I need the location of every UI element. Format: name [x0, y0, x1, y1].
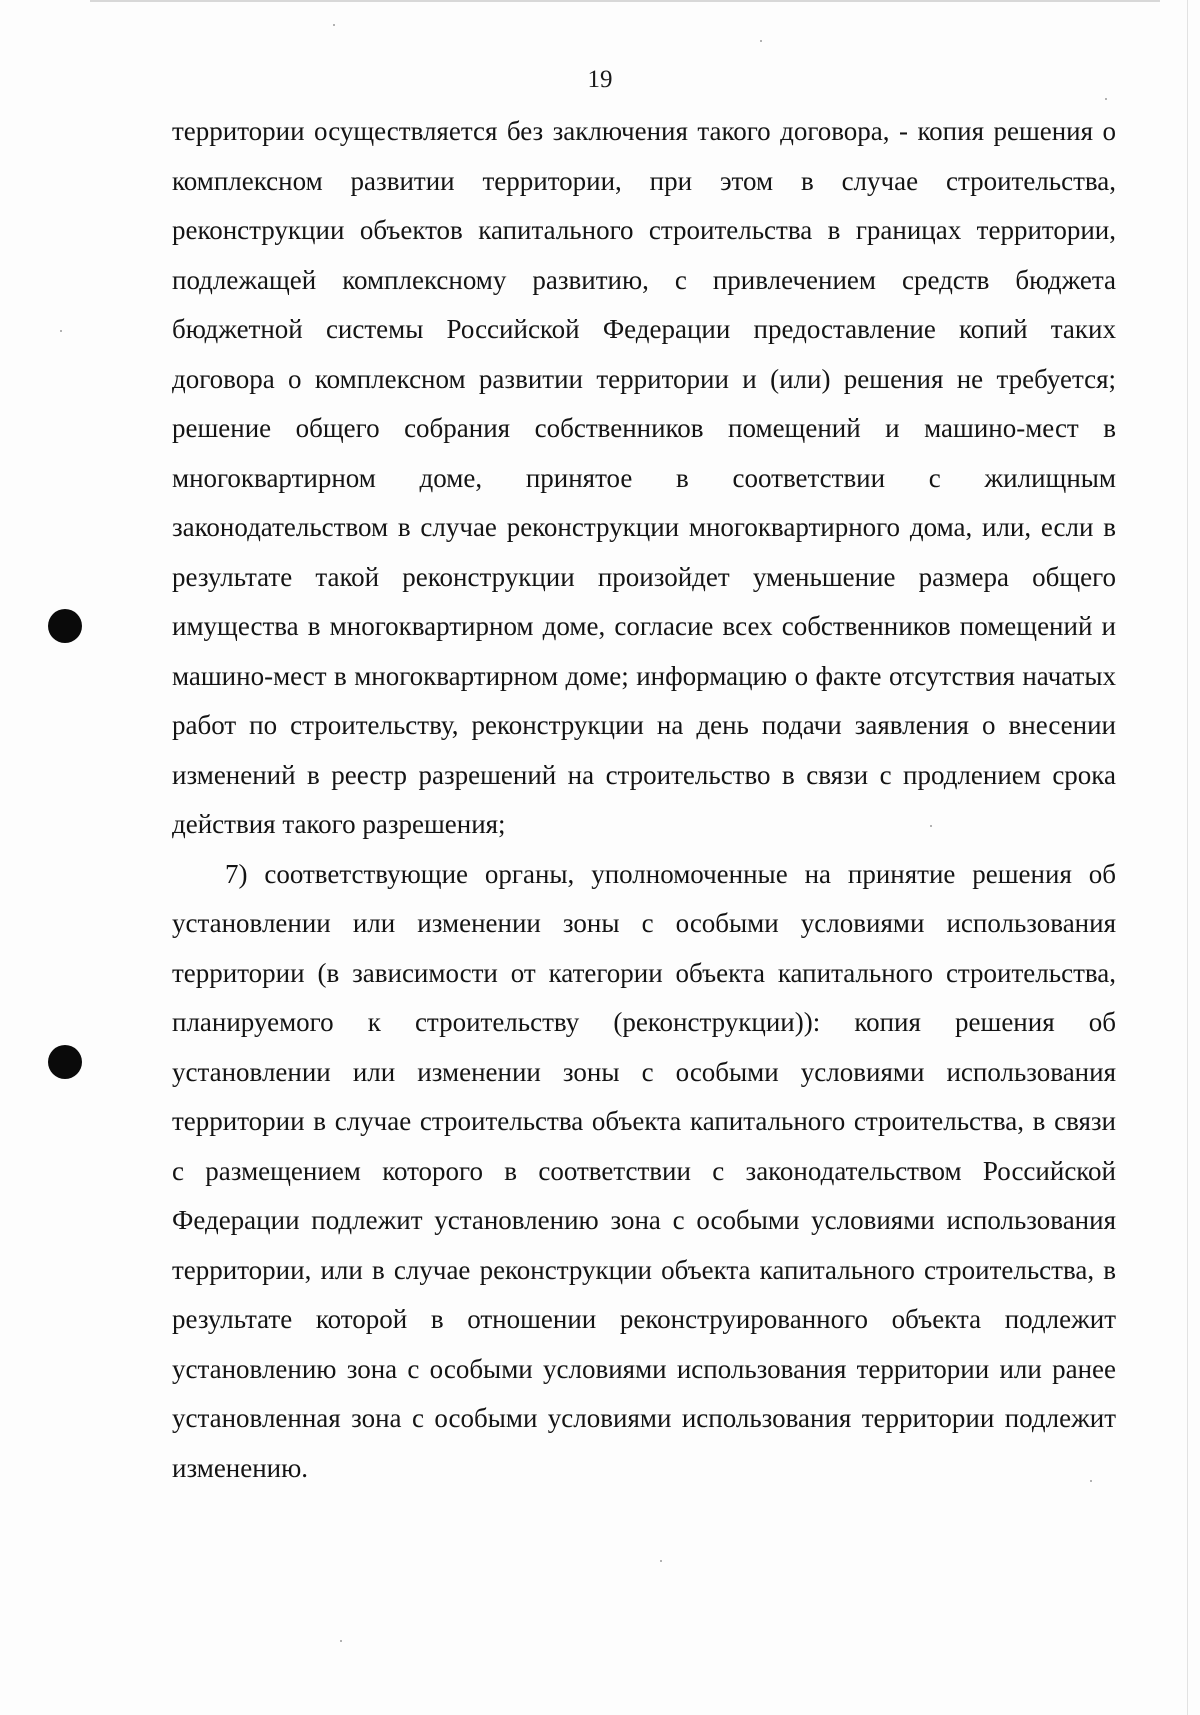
scan-speck: [760, 40, 762, 42]
document-body: [172, 107, 1116, 1493]
scan-speck: [1105, 98, 1107, 100]
scan-speck: [1090, 1480, 1092, 1482]
scan-speck: [340, 1640, 342, 1642]
paragraph-item-7: 7) соответствующие органы, уполномоченные на принятие решения об установлении или изменении зоны с особыми условиями использования территории (в зависимости от категории объекта капитального строительства, планируемого к строительству (реконструкции)): копия решения об установлении или изменении зоны с особыми условиями использования территории в случае строительства объекта капитального строительства, в связи с размещением которого в соответствии с законодательством Российской Федерации подлежит установлению зона с особыми условиями использования территории, или в случае реконструкции объекта капитального строительства, в результате которой в отношении реконструированного объекта подлежит установлению зона с особыми условиями использования территории или ранее установленная зона с особыми условиями использования территории подлежит изменению.: [172, 858, 1116, 1483]
paragraph-continuation: территории осуществляется без заключения такого договора, - копия решения о комплексном развитии территории, при этом в случае строительства, реконструкции объектов капитального строительства в границах территории, подлежащей комплексному развитию, с привлечением средств бюджета бюджетной системы Российской Федерации предоставление копий таких договора о комплексном развитии территории и (или) решения не требуется; решение общего собрания собственников помещений и машино-мест в многоквартирном доме, принятое в соответствии с жилищным законодательством в случае реконструкции многоквартирного дома, или, если в результате такой реконструкции произойдет уменьшение размера общего имущества в многоквартирном доме, согласие всех собственников помещений и машино-мест в многоквартирном доме; информацию о факте отсутствия начатых работ по строительству, реконструкции на день подачи заявления о внесении изменений в реестр разрешений на строительство в связи с продлением срока действия такого разрешения;: [172, 116, 1116, 839]
scan-speck: [60, 330, 62, 332]
scan-right-edge: [1187, 0, 1188, 1715]
scan-speck: [333, 24, 335, 26]
scan-speck: [930, 825, 932, 827]
scan-speck: [660, 1560, 662, 1562]
punch-hole-upper: [48, 609, 82, 643]
page-number: 19: [587, 66, 613, 93]
punch-hole-lower: [48, 1045, 82, 1079]
scan-top-edge: [90, 0, 1160, 2]
